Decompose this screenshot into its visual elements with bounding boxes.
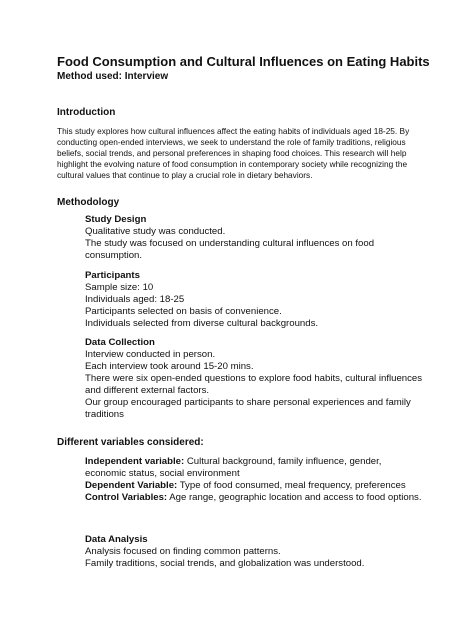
participants-line: Sample size: 10	[85, 282, 154, 293]
data-collection-line: Our group encouraged participants to share personal experiences and family traditions	[85, 397, 411, 420]
control-variables-label: Control Variables:	[85, 492, 168, 503]
data-analysis-line: Family traditions, social trends, and globalization was understood.	[85, 558, 365, 569]
data-collection-title: Data Collection	[85, 337, 155, 348]
data-analysis-title: Data Analysis	[85, 534, 148, 545]
dependent-variable-text: Type of food consumed, meal frequency, preferences	[177, 480, 406, 491]
control-variables	[85, 492, 425, 504]
participants-line: Individuals selected from diverse cultural backgrounds.	[85, 318, 319, 329]
data-collection-line: Interview conducted in person.	[85, 349, 216, 360]
document-title: Food Consumption and Cultural Influences on Eating Habits	[57, 54, 430, 69]
control-variables-text: Age range, geographic location and access to food options.	[167, 492, 422, 503]
independent-variable-text: Cultural background, family influence, gender, economic status, social environment	[85, 456, 382, 479]
data-analysis-section	[85, 534, 425, 570]
dependent-variable-label: Dependent Variable:	[85, 480, 178, 491]
methodology-heading: Methodology	[57, 197, 120, 208]
participants-section	[85, 270, 425, 330]
study-design-title: Study Design	[85, 214, 147, 225]
introduction-paragraph: This study explores how cultural influences affect the eating habits of individuals aged 18-25. By conducting open-ended interviews, we seek to understand the role of family traditions, religious beliefs, social trends, and personal preferences in shaping food choices. This research will help highlight the evolving nature of food consumption in contemporary society while recognizing the cultural values that continue to play a crucial role in dietary behaviors.	[57, 126, 410, 180]
data-collection-section	[85, 337, 425, 421]
study-design-line: The study was focused on understanding cultural influences on food consumption.	[85, 238, 375, 261]
study-design-line: Qualitative study was conducted.	[85, 226, 226, 237]
introduction-heading: Introduction	[57, 107, 116, 118]
data-collection-line: There were six open-ended questions to explore food habits, cultural influences and different external factors.	[85, 373, 423, 396]
study-design-section	[85, 214, 425, 262]
method-label: Method used: Interview	[57, 71, 169, 82]
participants-line: Participants selected on basis of convenience.	[85, 306, 282, 317]
participants-line: Individuals aged: 18-25	[85, 294, 185, 305]
data-collection-line: Each interview took around 15-20 mins.	[85, 361, 254, 372]
independent-variable-label: Independent variable:	[85, 456, 185, 467]
data-analysis-line: Analysis focused on finding common patterns.	[85, 546, 281, 557]
participants-title: Participants	[85, 270, 140, 281]
variables-section	[85, 456, 425, 504]
variables-heading: Different variables considered:	[57, 437, 204, 448]
dependent-variable	[85, 480, 425, 492]
independent-variable	[85, 456, 425, 480]
